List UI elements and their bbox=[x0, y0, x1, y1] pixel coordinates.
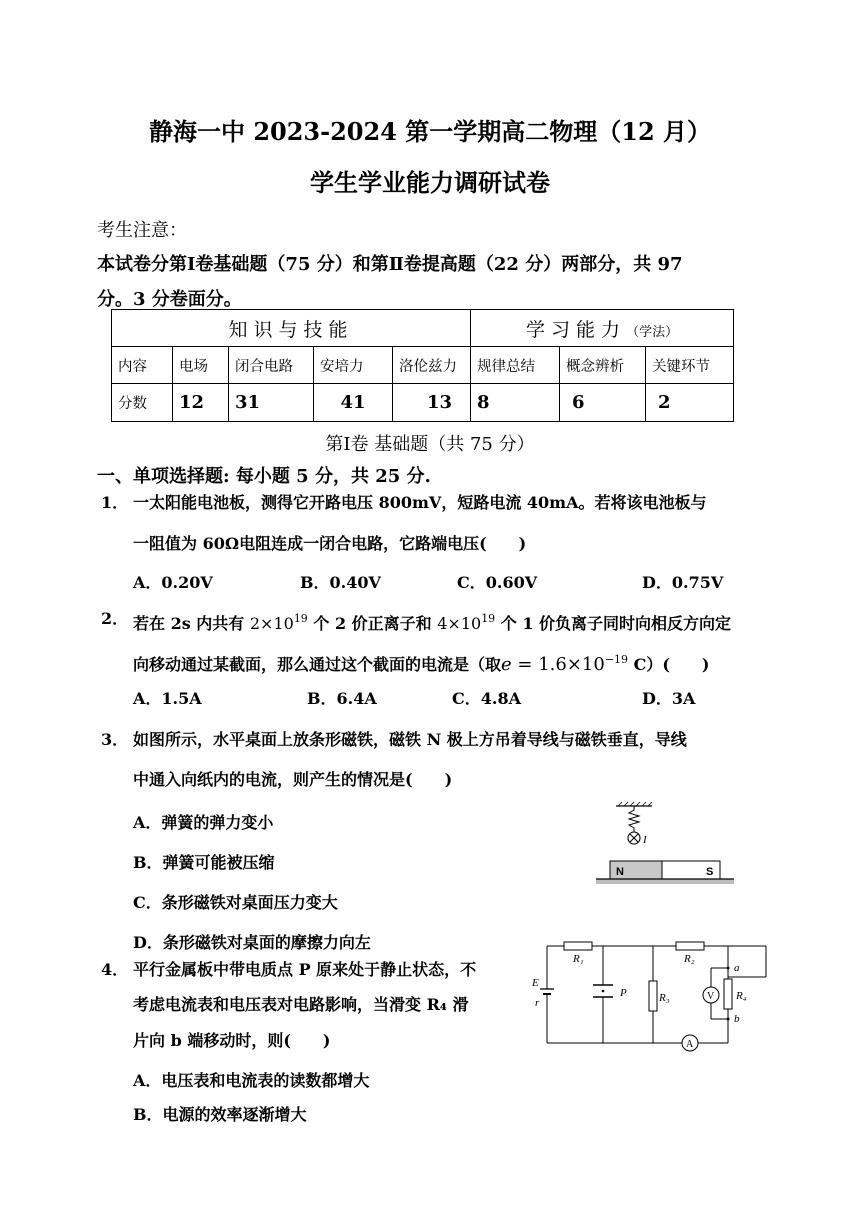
option-d: D．0.75V bbox=[642, 573, 724, 592]
r2-label: R₂ bbox=[684, 953, 695, 965]
question-number: 2． bbox=[101, 609, 129, 628]
table-header-cell: 闭合电路 bbox=[229, 347, 314, 384]
option-b: B．弹簧可能被压缩 bbox=[133, 853, 275, 872]
score-table bbox=[111, 309, 734, 422]
circuit-figure bbox=[530, 935, 770, 1060]
option-d: D．条形磁铁对桌面的摩擦力向左 bbox=[133, 933, 371, 952]
page-subtitle: 学生学业能力调研试卷 bbox=[310, 168, 550, 197]
q2-text-part: 个 2 价正离子和 bbox=[307, 614, 438, 633]
question-number: 1． bbox=[101, 493, 129, 512]
option-b: B．电源的效率逐渐增大 bbox=[133, 1105, 307, 1124]
q2-text-part: 若在 2s 内共有 bbox=[133, 614, 250, 633]
question-text: 中通入向纸内的电流，则产生的情况是( ) bbox=[133, 770, 453, 789]
emf-label: E bbox=[532, 977, 539, 989]
table-header-cell: 洛伦兹力 bbox=[393, 347, 471, 384]
question-number: 3． bbox=[101, 730, 129, 749]
table-score-cell: 2 bbox=[646, 384, 734, 422]
option-c: C．4.8A bbox=[452, 689, 521, 708]
notice-line-1: 本试卷分第Ⅰ卷基础题（75 分）和第Ⅱ卷提高题（22 分）两部分，共 97 bbox=[97, 254, 683, 275]
question-text bbox=[133, 650, 709, 675]
question-text: 一阻值为 60Ω电阻连成一闭合电路，它路端电压( ) bbox=[133, 534, 527, 553]
q2-exponent: 19 bbox=[481, 612, 496, 625]
option-a: A．弹簧的弹力变小 bbox=[133, 813, 274, 832]
table-header-cell: 电场 bbox=[173, 347, 229, 384]
q2-math: = 1.6×10 bbox=[511, 654, 605, 675]
particle-label: P bbox=[620, 987, 627, 999]
question-text bbox=[133, 609, 731, 634]
table-header-cell: 安培力 bbox=[314, 347, 393, 384]
magnet-figure bbox=[594, 800, 736, 890]
question-number: 4． bbox=[101, 960, 129, 979]
r1-label: R₁ bbox=[573, 953, 584, 965]
option-a: A．电压表和电流表的读数都增大 bbox=[133, 1071, 370, 1090]
point-a-label: a bbox=[734, 962, 740, 974]
option-c: C．条形磁铁对桌面压力变大 bbox=[133, 893, 338, 912]
q2-math: e bbox=[501, 654, 512, 675]
option-a: A．0.20V bbox=[133, 573, 213, 592]
question-text: 如图所示，水平桌面上放条形磁铁，磁铁 N 极上方吊着导线与磁铁垂直，导线 bbox=[133, 730, 687, 749]
point-b-label: b bbox=[734, 1013, 740, 1025]
notice-line-2: 分。3 分卷面分。 bbox=[97, 289, 242, 310]
table-score-cell: 8 bbox=[471, 384, 560, 422]
part-heading: 一、单项选择题: 每小题 5 分，共 25 分. bbox=[97, 466, 431, 487]
voltmeter-label: V bbox=[707, 991, 715, 1002]
table-group-ability-note: （学法） bbox=[626, 324, 679, 340]
section-heading: 第Ⅰ卷 基础题（共 75 分） bbox=[325, 434, 535, 455]
question-text: 片向 b 端移动时，则( ) bbox=[133, 1031, 331, 1050]
table-header-cell: 概念辨析 bbox=[560, 347, 646, 384]
q2-text-part: 个 1 价负离子同时向相反方向定 bbox=[495, 614, 732, 633]
question-text: 考虑电流表和电压表对电路影响，当滑变 R₄ 滑 bbox=[133, 995, 469, 1014]
r4-label: R₄ bbox=[736, 990, 747, 1002]
notice-heading: 考生注意： bbox=[97, 220, 187, 241]
magnet-s-label: S bbox=[706, 866, 714, 878]
table-score-cell: 41 bbox=[314, 384, 393, 422]
option-b: B．0.40V bbox=[300, 573, 381, 592]
table-score-cell: 6 bbox=[560, 384, 646, 422]
table-row-label-content: 内容 bbox=[112, 347, 173, 384]
table-score-cell: 31 bbox=[229, 384, 314, 422]
table-group-ability-label: 学习能力 bbox=[526, 318, 627, 341]
q2-exponent: −19 bbox=[604, 653, 629, 666]
table-group-knowledge: 知识与技能 bbox=[112, 310, 471, 347]
option-d: D．3A bbox=[642, 689, 696, 708]
internal-resistance-label: r bbox=[535, 997, 540, 1009]
q2-math: 4×10 bbox=[437, 614, 482, 633]
q2-text-part: C）( ) bbox=[628, 655, 710, 674]
question-text: 平行金属板中带电质点 P 原来处于静止状态，不 bbox=[133, 960, 477, 979]
r3-label: R₃ bbox=[659, 992, 670, 1004]
q2-math: 2×10 bbox=[249, 614, 294, 633]
table-score-cell: 13 bbox=[393, 384, 471, 422]
question-text: 一太阳能电池板，测得它开路电压 800mV，短路电流 40mA。若将该电池板与 bbox=[133, 493, 707, 512]
table-group-ability bbox=[471, 310, 734, 347]
option-c: C．0.60V bbox=[457, 573, 538, 592]
option-b: B．6.4A bbox=[307, 689, 377, 708]
table-header-cell: 关键环节 bbox=[646, 347, 734, 384]
option-a: A．1.5A bbox=[133, 689, 202, 708]
page-title: 静海一中 2023-2024 第一学期高二物理（12 月） bbox=[148, 117, 712, 146]
q2-text-part: 向移动通过某截面，那么通过这个截面的电流是（取 bbox=[133, 655, 502, 674]
ammeter-label: A bbox=[686, 1039, 694, 1050]
table-header-cell: 规律总结 bbox=[471, 347, 560, 384]
table-score-cell: 12 bbox=[173, 384, 229, 422]
current-label: I bbox=[643, 834, 647, 846]
q2-exponent: 19 bbox=[293, 612, 308, 625]
table-row-label-score: 分数 bbox=[112, 384, 173, 422]
magnet-n-label: N bbox=[616, 866, 624, 878]
